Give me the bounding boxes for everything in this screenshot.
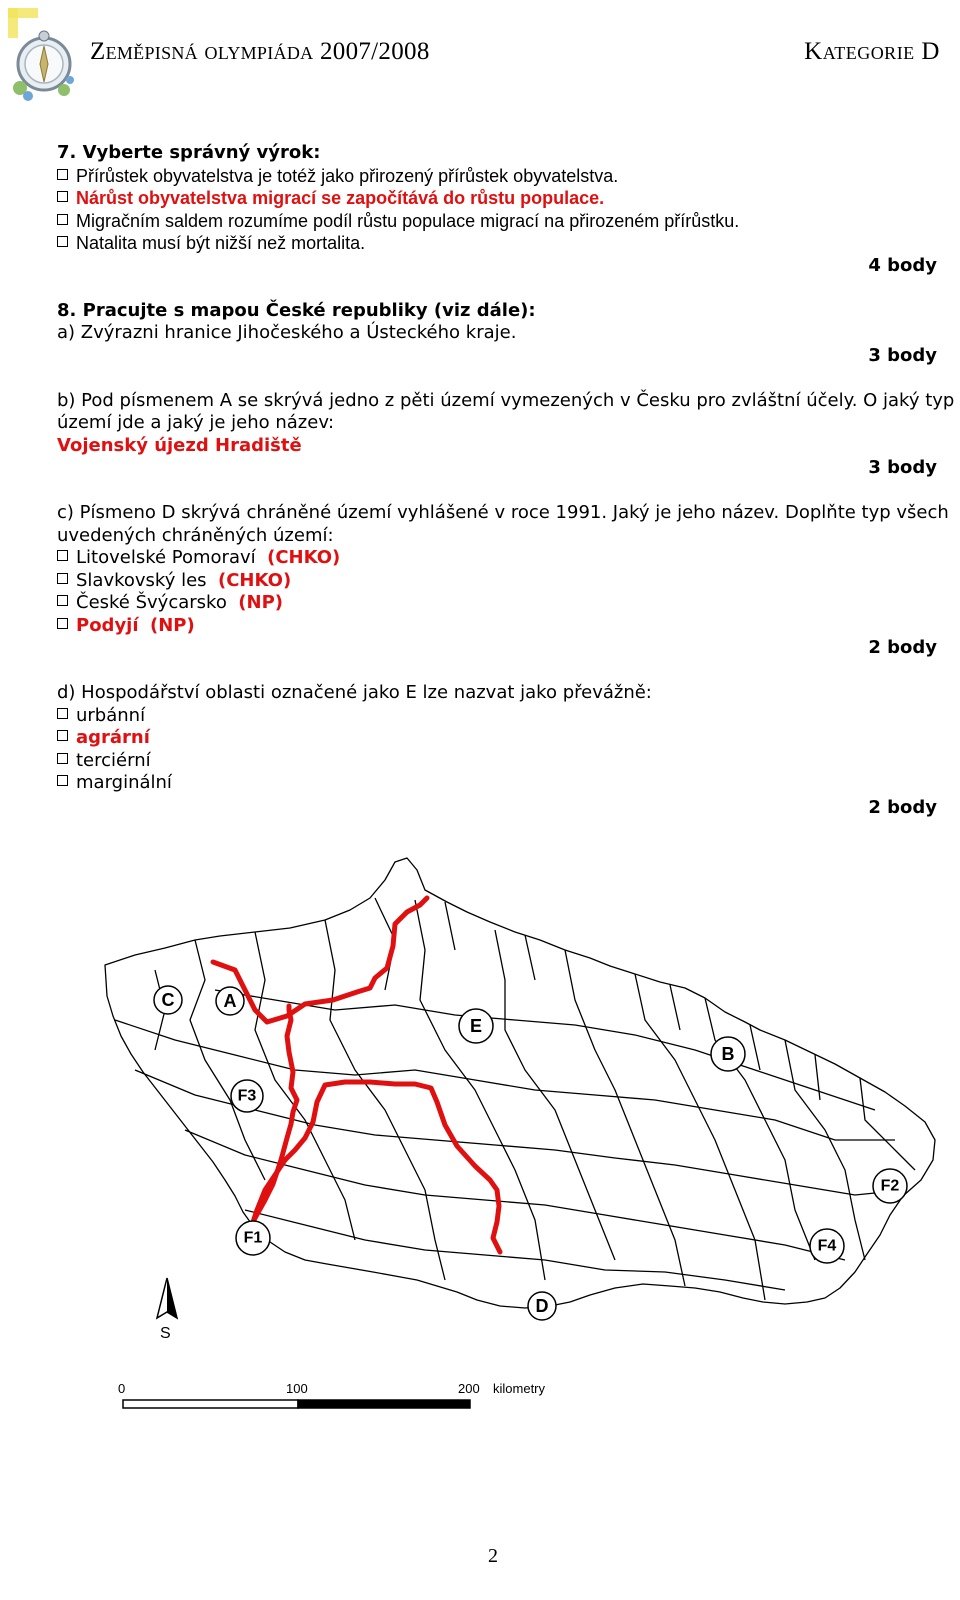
option-label: Migračním saldem rozumíme podíl růstu populace migrací na přirozeném přírůstku.: [76, 210, 740, 231]
map-label-e: [459, 1009, 493, 1043]
q8-heading: 8. Pracujte s mapou České republiky (viz dále):: [57, 299, 536, 321]
item-type-answer: (CHKO): [218, 569, 292, 591]
exam-content: [57, 142, 955, 819]
checkbox[interactable]: [57, 775, 68, 786]
map-label-f2: [873, 1169, 907, 1203]
checkbox[interactable]: [57, 618, 68, 629]
q8b-points: 3 body: [868, 457, 937, 478]
svg-text:F2: F2: [880, 1177, 900, 1195]
map-label-f3: [231, 1080, 263, 1112]
svg-text:F4: F4: [817, 1237, 837, 1255]
q8d-points: 2 body: [868, 796, 937, 818]
q7-points: 4 body: [868, 254, 937, 276]
q8a-points: 3 body: [868, 344, 937, 366]
q8d-text: d) Hospodářství oblasti označené jako E lze nazvat jako převážně:: [57, 682, 652, 703]
map-label-b2: [711, 1037, 745, 1071]
q8c-text-line2: uvedených chráněných území:: [57, 524, 334, 546]
checkbox[interactable]: [57, 169, 68, 180]
map-label-d: [528, 1292, 556, 1320]
north-label: S: [160, 1325, 171, 1342]
checkbox[interactable]: [57, 708, 68, 719]
q8d-option-correct: [57, 727, 947, 750]
map-label-f1: [236, 1221, 270, 1255]
q8c-text-line1: c) Písmeno D skrývá chráněné území vyhlášené v roce 1991. Jaký je jeho název. Doplňte typ všech: [57, 502, 949, 523]
q8c-item: [57, 547, 947, 570]
item-type-answer: (NP): [149, 614, 195, 636]
option-label: urbánní: [76, 704, 146, 726]
svg-text:A: A: [223, 991, 237, 1011]
option-label: agrární: [76, 727, 150, 748]
checkbox[interactable]: [57, 573, 68, 584]
svg-text:F1: F1: [243, 1229, 263, 1247]
page-header-title: Zeměpisná olympiáda 2007/2008: [90, 38, 430, 65]
option-label: Natalita musí být nižší než mortalita.: [76, 233, 366, 253]
map-label-c: [154, 986, 182, 1014]
item-name: Litovelské Pomoraví: [76, 547, 256, 568]
checkbox[interactable]: [57, 730, 68, 741]
svg-text:D: D: [535, 1296, 549, 1316]
q8a-text: a) Zvýrazni hranice Jihočeského a Ústeckého kraje.: [57, 322, 517, 343]
q8c-points: 2 body: [868, 637, 937, 658]
item-name-answer: Podyjí: [76, 614, 139, 636]
q8b-text-line1: b) Pod písmenem A se skrývá jedno z pěti území vymezených v Česku pro zvláštní účely. O jaký typ: [57, 389, 955, 411]
option-label: marginální: [76, 772, 172, 793]
item-type-answer: (CHKO): [267, 547, 341, 568]
scale-label-100: 100: [286, 1381, 308, 1396]
item-name: Slavkovský les: [76, 569, 207, 591]
scale-label-0: 0: [118, 1381, 126, 1396]
q7-option-correct: [57, 187, 947, 210]
option-label: Nárůst obyvatelstva migrací se započítává do růstu populace.: [76, 188, 605, 208]
checkbox[interactable]: [57, 595, 68, 606]
page-number: 2: [488, 1545, 498, 1567]
checkbox[interactable]: [57, 236, 68, 247]
checkbox[interactable]: [57, 191, 68, 202]
svg-text:C: C: [161, 990, 175, 1010]
q8b-text-line2: území jde a jaký je jeho název:: [57, 412, 335, 433]
svg-text:F3: F3: [237, 1087, 257, 1105]
czech-republic-map: [95, 840, 955, 1420]
q7-heading: 7. Vyberte správný výrok:: [57, 142, 321, 163]
map-label-a: [216, 987, 244, 1015]
q8c-item: [57, 615, 947, 638]
checkbox[interactable]: [57, 753, 68, 764]
q8b-answer: Vojenský újezd Hradiště: [57, 434, 302, 456]
checkbox[interactable]: [57, 550, 68, 561]
olympiad-logo-icon: [6, 6, 78, 102]
map-label-f4: [810, 1229, 844, 1263]
q8c-item: [57, 592, 947, 615]
option-label: Přírůstek obyvatelstva je totéž jako přirozený přírůstek obyvatelstva.: [76, 165, 619, 186]
q7-option: [57, 165, 947, 188]
option-label: terciérní: [76, 749, 151, 771]
q7-option: [57, 232, 947, 255]
scale-label-unit: kilometry: [493, 1381, 546, 1396]
svg-text:E: E: [469, 1016, 483, 1036]
scale-label-200: 200: [458, 1381, 480, 1396]
north-arrow-icon: [157, 1278, 177, 1342]
item-name: České Švýcarsko: [76, 592, 227, 613]
usti-region-border: [213, 898, 427, 1022]
svg-text:B: B: [721, 1044, 735, 1064]
map-scale-bar: [118, 1378, 588, 1418]
q8d-option: [57, 772, 947, 795]
q8d-option: [57, 750, 947, 773]
q8d-option: [57, 705, 947, 728]
q8c-item: [57, 570, 947, 593]
q7-option: [57, 210, 947, 233]
item-type-answer: (NP): [238, 592, 284, 613]
checkbox[interactable]: [57, 214, 68, 225]
page-header-category: Kategorie D: [804, 38, 940, 65]
